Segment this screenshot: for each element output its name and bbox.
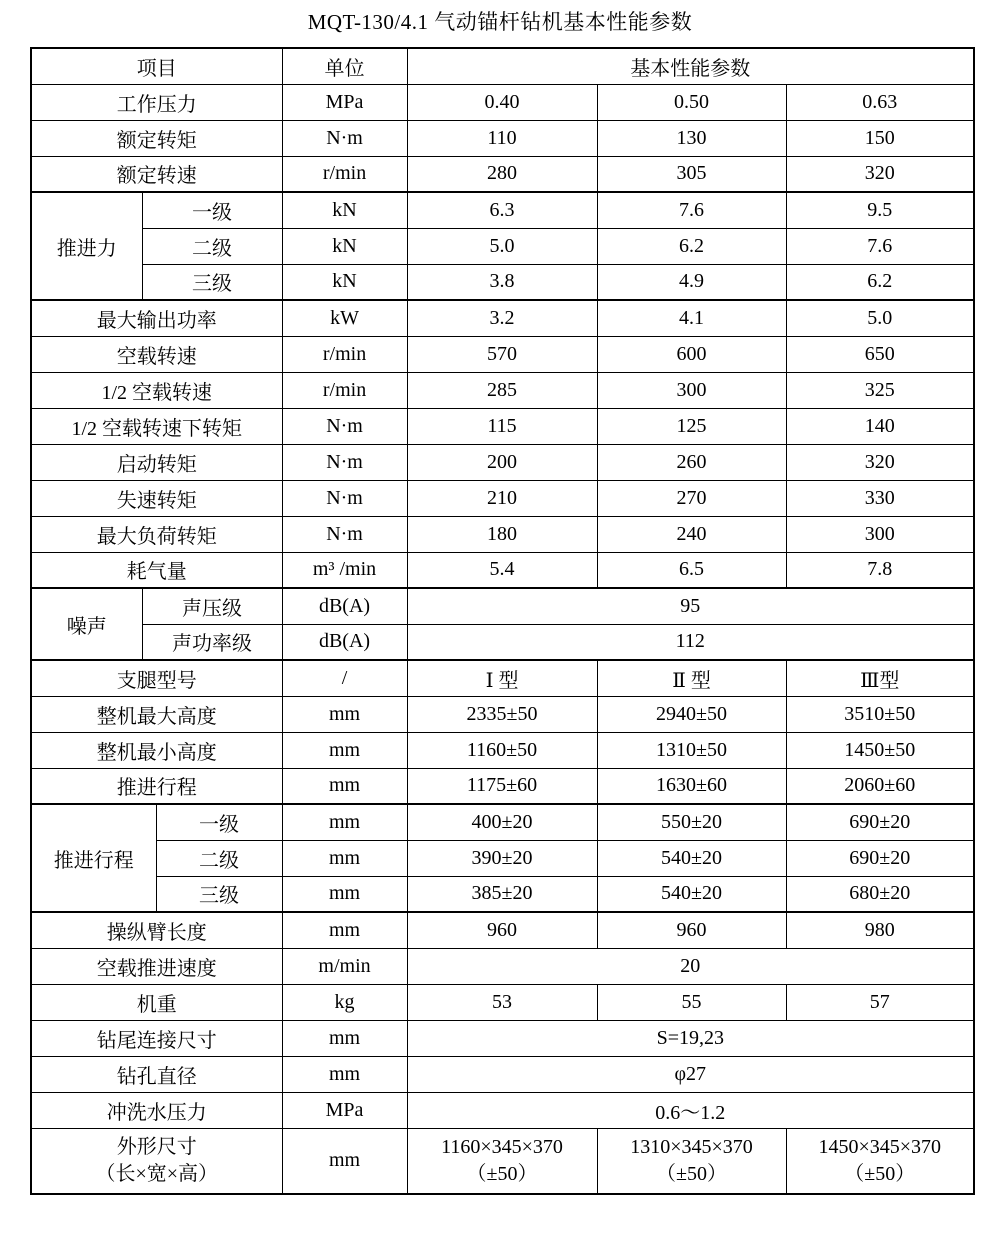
value-cell: 320: [786, 156, 974, 192]
unit-cell: N·m: [282, 120, 407, 156]
table-row: [31, 480, 974, 516]
unit-cell: dB(A): [282, 588, 407, 624]
header-item: 项目: [31, 48, 282, 84]
table-row: [31, 444, 974, 480]
value-cell-span: 0.6～1.2: [407, 1092, 974, 1128]
row-label: 额定转矩: [31, 120, 282, 156]
header-params: 基本性能参数: [407, 48, 974, 84]
row-label: 操纵臂长度: [31, 912, 282, 948]
table-row: [31, 804, 974, 840]
value-cell: 7.8: [786, 552, 974, 588]
dimension-tolerance: （±50）: [466, 1162, 538, 1185]
unit-cell: m/min: [282, 948, 407, 984]
row-sublabel: 声功率级: [142, 624, 282, 660]
table-row: [31, 912, 974, 948]
value-cell: 2060±60: [786, 768, 974, 804]
unit-cell: r/min: [282, 156, 407, 192]
unit-cell: mm: [282, 696, 407, 732]
row-label: 整机最小高度: [31, 732, 282, 768]
dimension-tolerance: （±50）: [656, 1162, 728, 1185]
unit-cell: mm: [282, 732, 407, 768]
unit-cell: kW: [282, 300, 407, 336]
table-row: [31, 1128, 974, 1194]
table-row: [31, 336, 974, 372]
table-row: [31, 948, 974, 984]
table-row: [31, 264, 974, 300]
value-cell: 3.2: [407, 300, 597, 336]
value-cell-span: 95: [407, 588, 974, 624]
unit-cell: r/min: [282, 372, 407, 408]
value-cell: 57: [786, 984, 974, 1020]
value-cell: 400±20: [407, 804, 597, 840]
value-cell: 6.5: [597, 552, 786, 588]
table-row: [31, 1056, 974, 1092]
unit-cell: kN: [282, 192, 407, 228]
value-cell: 550±20: [597, 804, 786, 840]
value-cell: 125: [597, 408, 786, 444]
table-row: [31, 192, 974, 228]
value-cell: 240: [597, 516, 786, 552]
value-cell: 210: [407, 480, 597, 516]
value-cell: 2940±50: [597, 696, 786, 732]
value-cell: 110: [407, 120, 597, 156]
unit-cell: kN: [282, 264, 407, 300]
row-sublabel: 三级: [156, 876, 282, 912]
unit-cell: mm: [282, 912, 407, 948]
table-row: [31, 300, 974, 336]
unit-cell: N·m: [282, 444, 407, 480]
row-label: 机重: [31, 984, 282, 1020]
row-label: 钻尾连接尺寸: [31, 1020, 282, 1056]
row-label: 最大负荷转矩: [31, 516, 282, 552]
unit-cell: kN: [282, 228, 407, 264]
value-cell: Ⅱ 型: [597, 660, 786, 696]
row-label: 空载推进速度: [31, 948, 282, 984]
dimension-tolerance: （±50）: [844, 1162, 916, 1185]
row-label: 耗气量: [31, 552, 282, 588]
row-label: 整机最大高度: [31, 696, 282, 732]
table-row: [31, 1092, 974, 1128]
value-cell: 5.0: [407, 228, 597, 264]
table-row: [31, 840, 974, 876]
value-cell: 980: [786, 912, 974, 948]
table-row: [31, 408, 974, 444]
value-cell: 7.6: [597, 192, 786, 228]
row-label: 失速转矩: [31, 480, 282, 516]
value-cell-span: 112: [407, 624, 974, 660]
value-cell: 5.4: [407, 552, 597, 588]
unit-cell: mm: [282, 768, 407, 804]
unit-cell: /: [282, 660, 407, 696]
page-title: MQT-130/4.1 气动锚杆钻机基本性能参数: [307, 10, 693, 34]
value-cell: 690±20: [786, 804, 974, 840]
value-cell-span: S=19,23: [407, 1020, 974, 1056]
row-label: 支腿型号: [31, 660, 282, 696]
row-label: 空载转速: [31, 336, 282, 372]
value-cell: 6.2: [597, 228, 786, 264]
unit-cell: mm: [282, 1056, 407, 1092]
value-cell: 570: [407, 336, 597, 372]
dimension-value: 1450×345×370: [818, 1135, 942, 1158]
value-cell: 115: [407, 408, 597, 444]
value-cell: 270: [597, 480, 786, 516]
row-label: [31, 1128, 282, 1194]
value-cell: 3510±50: [786, 696, 974, 732]
unit-cell: N·m: [282, 516, 407, 552]
table-row: [31, 84, 974, 120]
unit-cell: MPa: [282, 1092, 407, 1128]
value-cell: Ⅲ型: [786, 660, 974, 696]
row-sublabel: 一级: [156, 804, 282, 840]
table-row: [31, 588, 974, 624]
table-row: [31, 552, 974, 588]
value-cell: 200: [407, 444, 597, 480]
value-cell: 6.3: [407, 192, 597, 228]
value-cell: 9.5: [786, 192, 974, 228]
unit-cell: mm: [282, 1128, 407, 1194]
value-cell: 140: [786, 408, 974, 444]
value-cell: 650: [786, 336, 974, 372]
value-cell: [597, 1128, 786, 1194]
value-cell: 600: [597, 336, 786, 372]
unit-cell: mm: [282, 876, 407, 912]
value-cell: [407, 1128, 597, 1194]
value-cell-span: 20: [407, 948, 974, 984]
value-cell: 180: [407, 516, 597, 552]
unit-cell: MPa: [282, 84, 407, 120]
value-cell: 300: [597, 372, 786, 408]
table-row: [31, 624, 974, 660]
row-label: 最大输出功率: [31, 300, 282, 336]
unit-cell: N·m: [282, 480, 407, 516]
table-row: [31, 984, 974, 1020]
row-sublabel: 二级: [142, 228, 282, 264]
unit-cell: mm: [282, 1020, 407, 1056]
row-sublabel: 声压级: [142, 588, 282, 624]
row-sublabel: 一级: [142, 192, 282, 228]
dimension-value: 1310×345×370: [630, 1135, 753, 1158]
table-row: [31, 156, 974, 192]
table-row: [31, 732, 974, 768]
value-cell: 285: [407, 372, 597, 408]
table-row: [31, 660, 974, 696]
unit-cell: mm: [282, 840, 407, 876]
value-cell: 300: [786, 516, 974, 552]
value-cell: 5.0: [786, 300, 974, 336]
table-row: [31, 372, 974, 408]
value-cell: 690±20: [786, 840, 974, 876]
row-sublabel: 三级: [142, 264, 282, 300]
value-cell: 960: [597, 912, 786, 948]
value-cell: 2335±50: [407, 696, 597, 732]
value-cell: 540±20: [597, 876, 786, 912]
value-cell: 1450±50: [786, 732, 974, 768]
dimension-value: 1160×345×370: [441, 1135, 563, 1158]
value-cell: 260: [597, 444, 786, 480]
table-header-row: [31, 48, 974, 84]
value-cell: 390±20: [407, 840, 597, 876]
group-label-feed-stroke: 推进行程: [31, 804, 156, 912]
value-cell: 3.8: [407, 264, 597, 300]
row-sublabel: 二级: [156, 840, 282, 876]
value-cell: 1630±60: [597, 768, 786, 804]
value-cell: 320: [786, 444, 974, 480]
value-cell: 53: [407, 984, 597, 1020]
unit-cell: dB(A): [282, 624, 407, 660]
value-cell: 55: [597, 984, 786, 1020]
row-label: 冲洗水压力: [31, 1092, 282, 1128]
value-cell: 540±20: [597, 840, 786, 876]
group-label-thrust: 推进力: [31, 192, 142, 300]
value-cell: 385±20: [407, 876, 597, 912]
value-cell: 6.2: [786, 264, 974, 300]
table-row: [31, 228, 974, 264]
value-cell: 330: [786, 480, 974, 516]
value-cell: 0.50: [597, 84, 786, 120]
unit-cell: r/min: [282, 336, 407, 372]
row-label: 启动转矩: [31, 444, 282, 480]
value-cell: 150: [786, 120, 974, 156]
value-cell-span: φ27: [407, 1056, 974, 1092]
value-cell: 960: [407, 912, 597, 948]
table-row: [31, 516, 974, 552]
unit-cell: m³ /min: [282, 552, 407, 588]
header-unit: 单位: [282, 48, 407, 84]
value-cell: 325: [786, 372, 974, 408]
value-cell: 305: [597, 156, 786, 192]
table-row: [31, 876, 974, 912]
table-row: [31, 768, 974, 804]
value-cell: 1160±50: [407, 732, 597, 768]
value-cell: 0.40: [407, 84, 597, 120]
value-cell: 4.1: [597, 300, 786, 336]
unit-cell: mm: [282, 804, 407, 840]
table-row: [31, 1020, 974, 1056]
value-cell: [786, 1128, 974, 1194]
value-cell: Ⅰ 型: [407, 660, 597, 696]
row-label-line2: （长×宽×高）: [95, 1162, 219, 1185]
row-label: 1/2 空载转速: [31, 372, 282, 408]
value-cell: 680±20: [786, 876, 974, 912]
row-label: 钻孔直径: [31, 1056, 282, 1092]
table-row: [31, 696, 974, 732]
row-label: 工作压力: [31, 84, 282, 120]
row-label: 1/2 空载转速下转矩: [31, 408, 282, 444]
row-label: 额定转速: [31, 156, 282, 192]
unit-cell: N·m: [282, 408, 407, 444]
row-label: 推进行程: [31, 768, 282, 804]
value-cell: 130: [597, 120, 786, 156]
value-cell: 4.9: [597, 264, 786, 300]
value-cell: 1310±50: [597, 732, 786, 768]
value-cell: 1175±60: [407, 768, 597, 804]
row-label-line1: 外形尺寸: [116, 1135, 197, 1158]
spec-table: [30, 47, 975, 1195]
value-cell: 0.63: [786, 84, 974, 120]
table-row: [31, 120, 974, 156]
value-cell: 280: [407, 156, 597, 192]
unit-cell: kg: [282, 984, 407, 1020]
value-cell: 7.6: [786, 228, 974, 264]
group-label-noise: 噪声: [31, 588, 142, 660]
